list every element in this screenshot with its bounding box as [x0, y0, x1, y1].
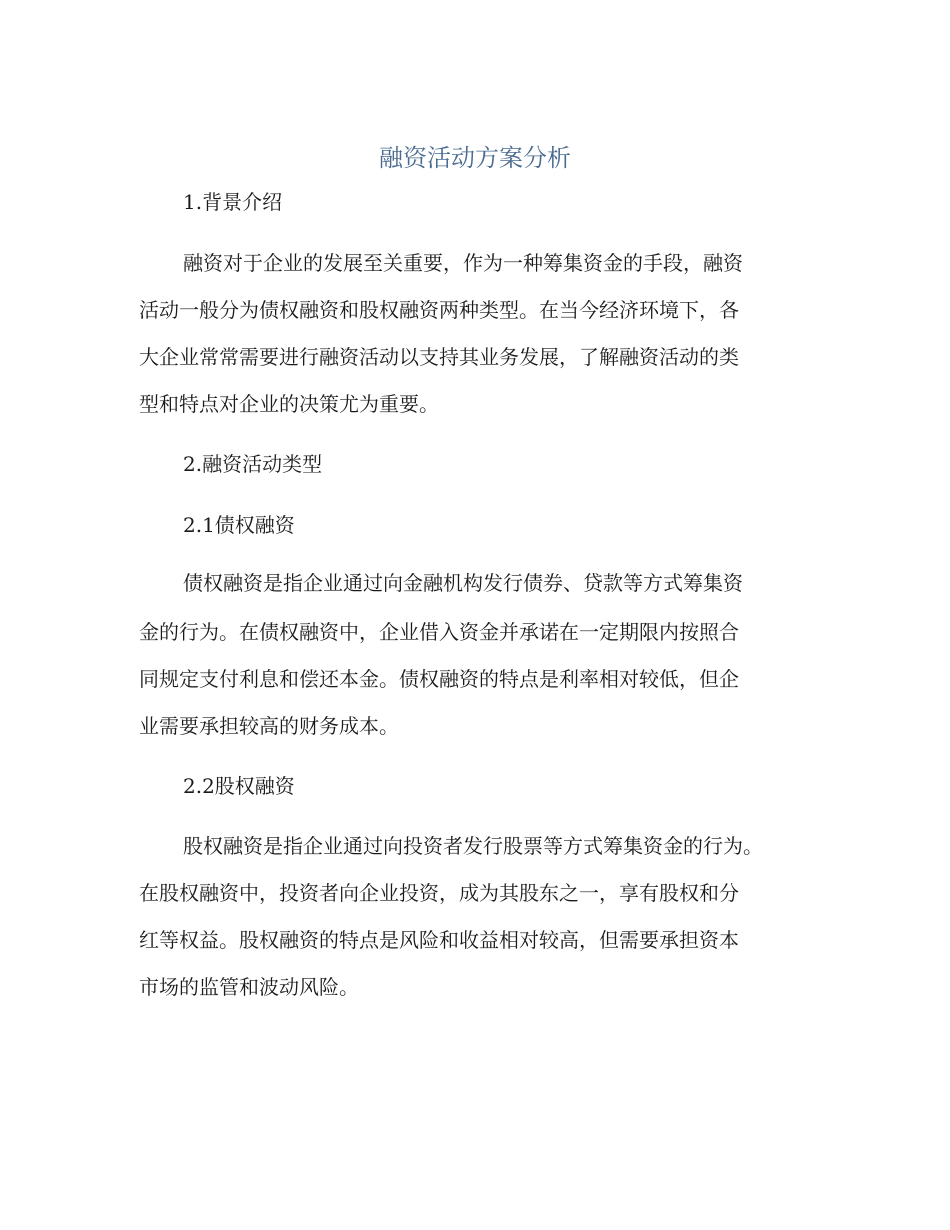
paragraph-line: 融资对于企业的发展至关重要，作为一种筹集资金的手段，融资	[183, 251, 743, 275]
section-heading-equity-financing: 2.2股权融资	[183, 774, 295, 798]
paragraph-line: 活动一般分为债权融资和股权融资两种类型。在当今经济环境下，各	[139, 298, 739, 322]
paragraph-line: 金的行为。在债权融资中，企业借入资金并承诺在一定期限内按照合	[139, 620, 739, 644]
paragraph-line: 在股权融资中，投资者向企业投资，成为其股东之一，享有股权和分	[139, 881, 739, 905]
paragraph-line: 同规定支付利息和偿还本金。债权融资的特点是利率相对较低，但企	[139, 667, 739, 691]
paragraph-line: 红等权益。股权融资的特点是风险和收益相对较高，但需要承担资本	[139, 928, 739, 952]
section-heading-debt-financing: 2.1债权融资	[183, 513, 295, 537]
paragraph-line: 业需要承担较高的财务成本。	[139, 714, 399, 738]
document-title: 融资活动方案分析	[379, 144, 571, 172]
paragraph-line: 债权融资是指企业通过向金融机构发行债券、贷款等方式筹集资	[183, 571, 743, 595]
paragraph-line: 股权融资是指企业通过向投资者发行股票等方式筹集资金的行为。	[183, 834, 763, 858]
section-heading-financing-types: 2.融资活动类型	[183, 452, 323, 476]
paragraph-line: 市场的监管和波动风险。	[139, 975, 359, 999]
paragraph-line: 大企业常常需要进行融资活动以支持其业务发展，了解融资活动的类	[139, 345, 739, 369]
section-heading-background: 1.背景介绍	[183, 190, 283, 214]
paragraph-line: 型和特点对企业的决策尤为重要。	[139, 392, 439, 416]
